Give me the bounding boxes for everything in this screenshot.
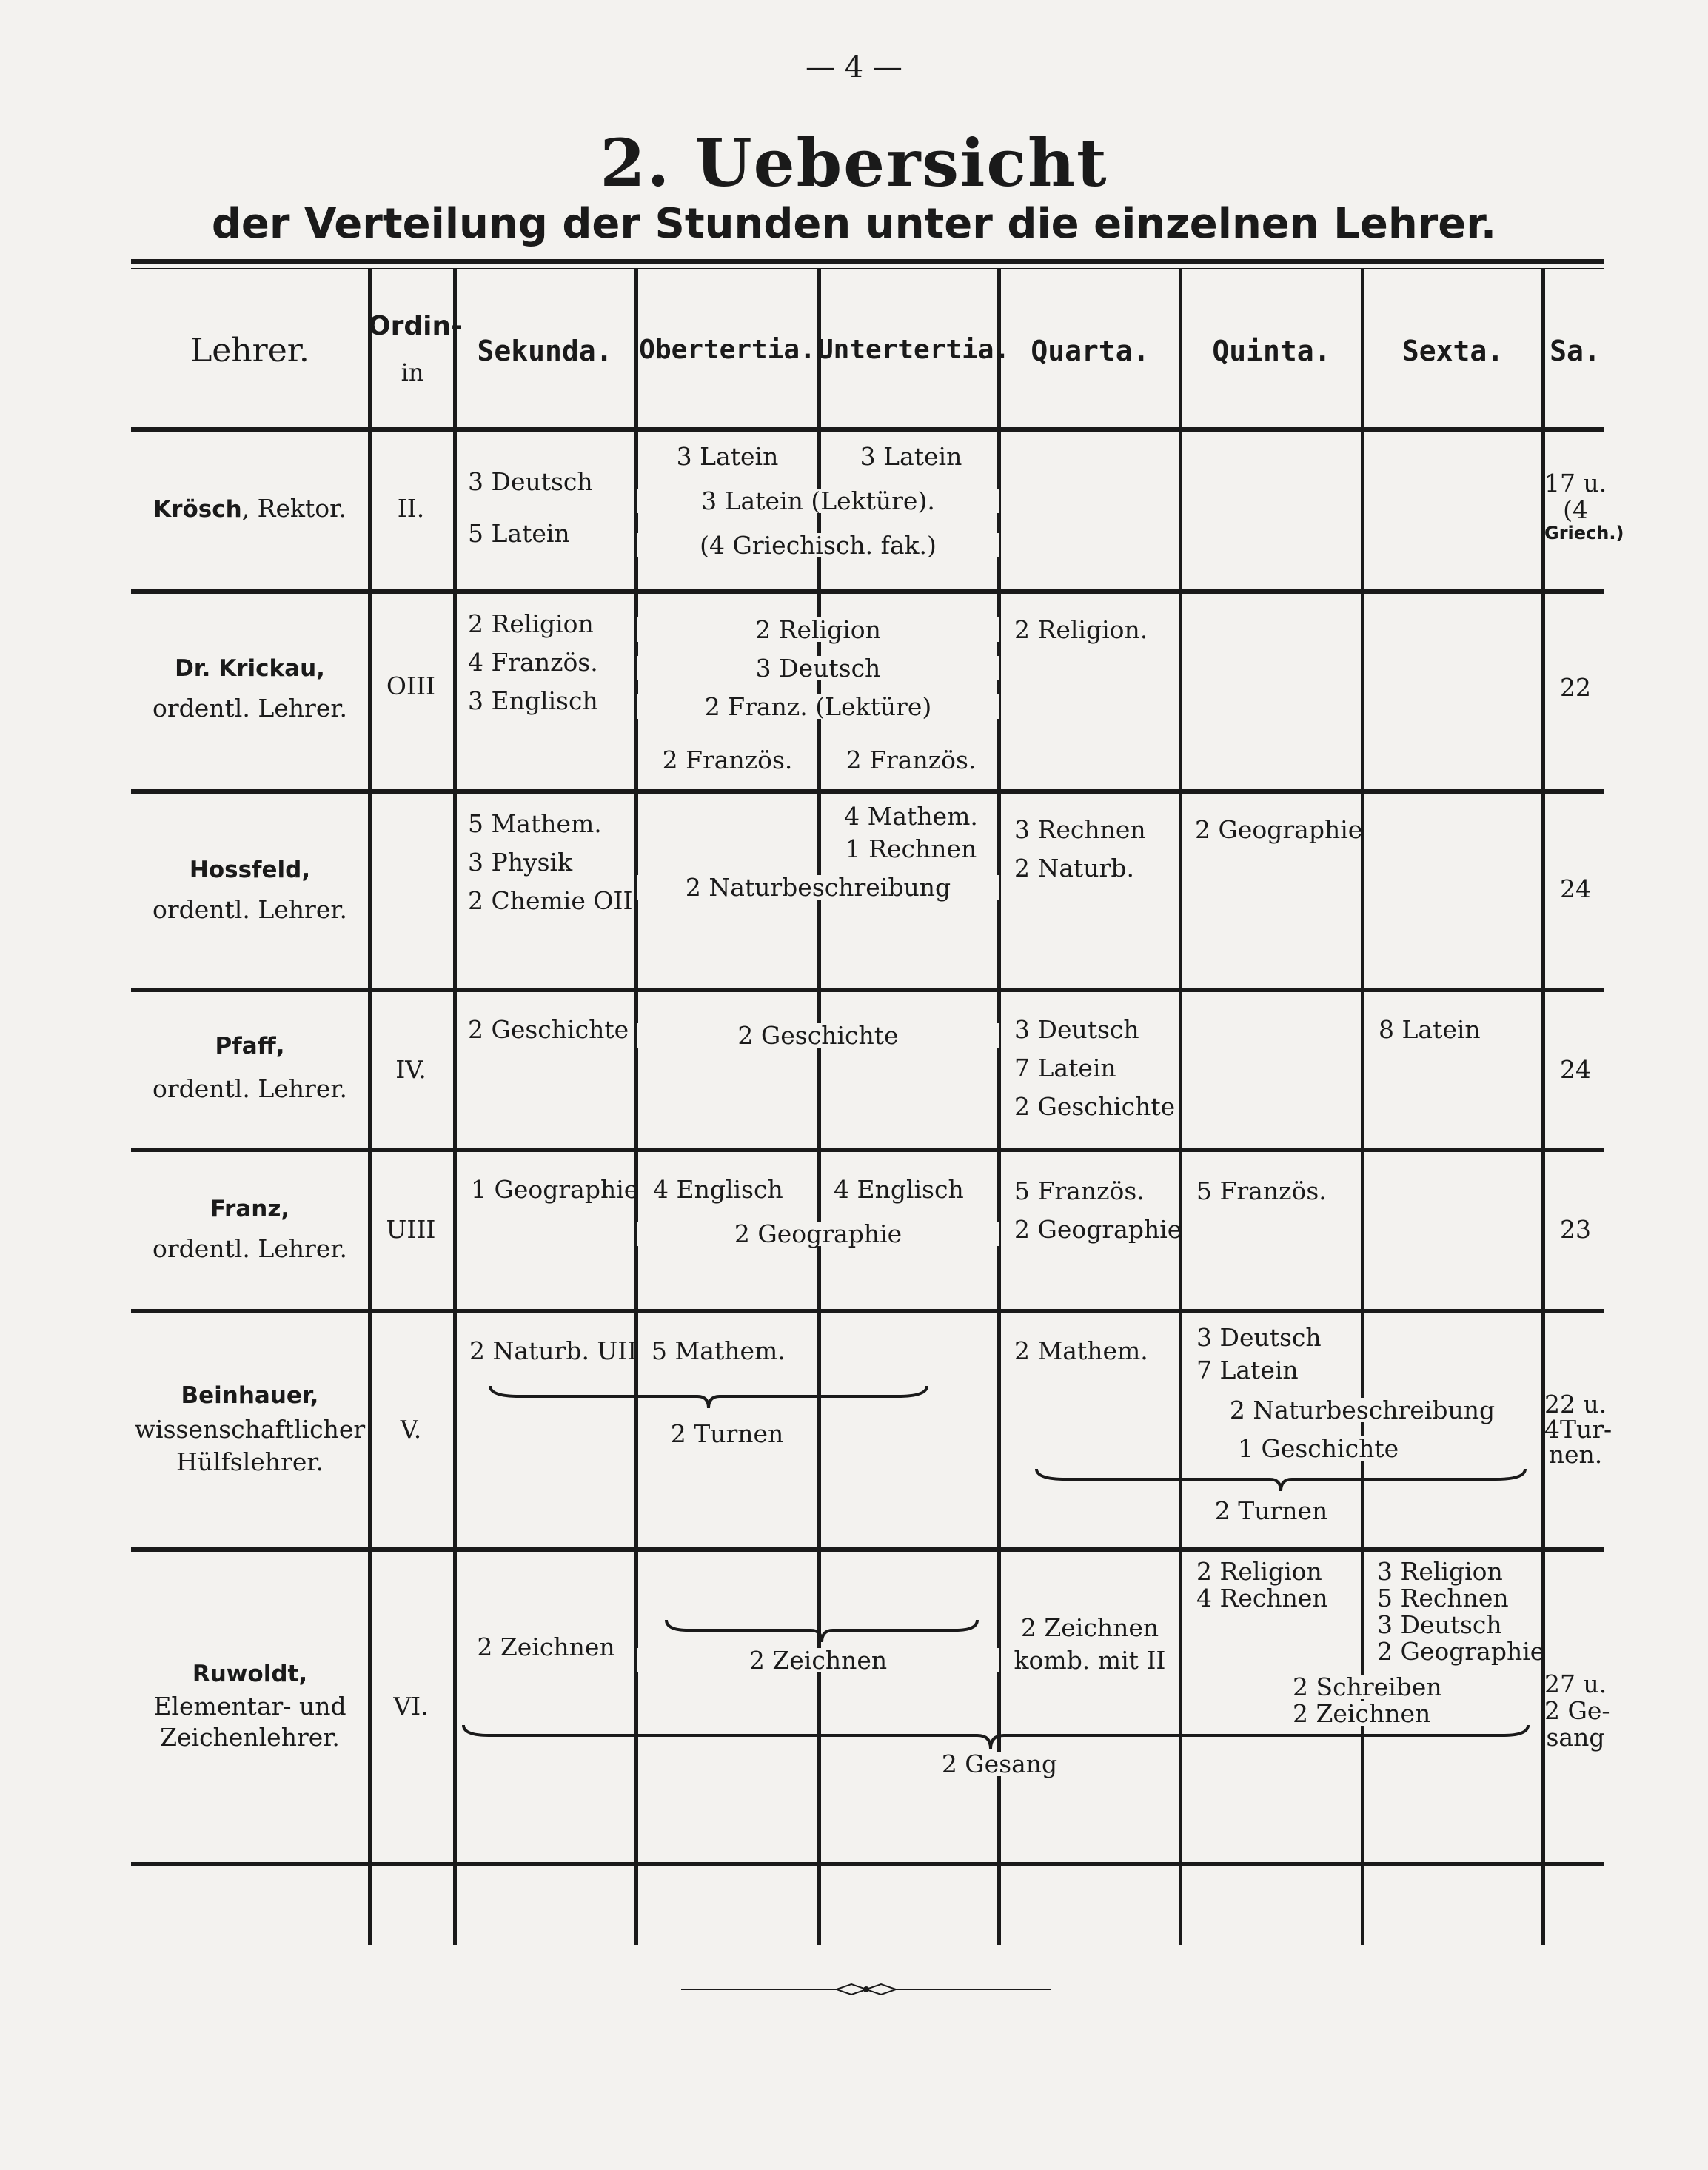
row-rule-1 <box>131 589 1604 594</box>
teacher-name-hossfeld: Hossfeld, <box>189 857 311 883</box>
cell-franz-untertertia-1: 4 Englisch <box>834 1175 964 1204</box>
teacher-role-beinhauer-2: Hülfslehrer. <box>175 1447 324 1476</box>
col-divider-3 <box>634 268 638 1945</box>
cell-ruwoldt-quarta-2: komb. mit II <box>1014 1646 1166 1675</box>
row-rule-6 <box>131 1547 1604 1552</box>
page-subtitle: der Verteilung der Stunden unter die einzelnen Lehrer. <box>211 200 1497 248</box>
header-sekunda: Sekunda. <box>477 335 613 367</box>
cell-franz-quarta-1: 5 Französ. <box>1014 1176 1145 1205</box>
cell-hossfeld-sekunda-1: 5 Mathem. <box>468 809 602 838</box>
col-divider-2 <box>453 268 457 1945</box>
page-number: — 4 — <box>806 50 902 84</box>
sum-kroesch-1: 17 u. <box>1544 469 1607 498</box>
header-quarta: Quarta. <box>1031 335 1150 367</box>
row-rule-4 <box>131 1148 1604 1152</box>
cell-ruwoldt-qs-2: 2 Zeichnen <box>1293 1699 1431 1728</box>
cell-ruwoldt-sexta-3: 3 Deutsch <box>1377 1610 1502 1639</box>
header-quinta: Quinta. <box>1212 335 1331 367</box>
cell-ruwoldt-sexta-4: 2 Geographie <box>1377 1637 1545 1666</box>
header-teacher: Lehrer. <box>190 332 309 369</box>
cell-krickau-tertia-3: 2 Franz. (Lektüre) <box>637 694 999 719</box>
ordin-ruwoldt: VI. <box>393 1692 429 1721</box>
teacher-role-ruwoldt-2: Zeichenlehrer. <box>160 1723 340 1752</box>
cell-hossfeld-sekunda-2: 3 Physik <box>468 848 573 877</box>
cell-kroesch-sekunda-2: 5 Latein <box>468 519 570 548</box>
teacher-role-pfaff: ordentl. Lehrer. <box>153 1074 347 1103</box>
cell-kroesch-tertia-1: 3 Latein (Lektüre). <box>637 489 999 513</box>
ordin-kroesch: II. <box>397 494 425 523</box>
brace-zeichnen <box>652 1615 992 1645</box>
cell-pfaff-quarta-2: 7 Latein <box>1014 1054 1116 1082</box>
cell-ruwoldt-qs-1: 2 Schreiben <box>1293 1672 1442 1701</box>
header-ordin: Ordin- <box>368 311 463 341</box>
cell-beinhauer-qs-2: 1 Geschichte <box>1238 1434 1399 1463</box>
brace-turnen-1 <box>453 1382 964 1411</box>
ordin-krickau: OIII <box>386 672 436 700</box>
cell-beinhauer-sekunda-1: 2 Naturb. UII <box>469 1336 637 1365</box>
cell-beinhauer-turnen-2: 2 Turnen <box>1214 1496 1328 1525</box>
sum-hossfeld: 24 <box>1560 874 1591 903</box>
sum-kroesch-2: (4 <box>1563 495 1588 524</box>
cell-pfaff-quarta-1: 3 Deutsch <box>1014 1015 1139 1044</box>
sum-franz: 23 <box>1560 1215 1591 1244</box>
cell-franz-quinta-1: 5 Französ. <box>1196 1176 1327 1205</box>
row-rule-5 <box>131 1309 1604 1313</box>
cell-krickau-sekunda-3: 3 Englisch <box>468 686 598 715</box>
cell-franz-quarta-2: 2 Geographie <box>1014 1215 1182 1244</box>
cell-ruwoldt-sekunda-1: 2 Zeichnen <box>477 1632 615 1661</box>
sum-pfaff: 24 <box>1560 1055 1591 1084</box>
brace-gesang <box>459 1721 1540 1750</box>
cell-ruwoldt-sexta-2: 5 Rechnen <box>1377 1584 1509 1613</box>
cell-kroesch-sekunda-1: 3 Deutsch <box>468 467 593 496</box>
cell-kroesch-untertertia-1: 3 Latein <box>860 442 962 471</box>
header-obertertia: Obertertia. <box>639 335 816 365</box>
cell-pfaff-quarta-3: 2 Geschichte <box>1014 1092 1176 1121</box>
teacher-name-krickau: Dr. Krickau, <box>175 655 325 682</box>
cell-ruwoldt-gesang: 2 Gesang <box>918 1752 1081 1776</box>
ordin-beinhauer: V. <box>400 1415 422 1444</box>
cell-beinhauer-quinta-2: 7 Latein <box>1196 1356 1299 1384</box>
cell-beinhauer-quarta-1: 2 Mathem. <box>1014 1336 1148 1365</box>
teacher-role-ruwoldt-1: Elementar- und <box>153 1692 346 1721</box>
cell-franz-tertia-1: 2 Geographie <box>637 1222 999 1246</box>
teacher-name-pfaff: Pfaff, <box>215 1033 285 1059</box>
sum-beinhauer-2: 4Tur- <box>1544 1415 1612 1444</box>
cell-kroesch-tertia-2: (4 Griechisch. fak.) <box>637 533 999 557</box>
cell-ruwoldt-quinta-1: 2 Religion <box>1196 1557 1322 1586</box>
sum-krickau: 22 <box>1560 673 1591 702</box>
cell-hossfeld-quarta-1: 3 Rechnen <box>1014 815 1146 844</box>
col-divider-5 <box>997 268 1001 1945</box>
cell-pfaff-sekunda-1: 2 Geschichte <box>468 1015 629 1044</box>
ornament-divider <box>674 1978 1059 2000</box>
cell-franz-obertertia-1: 4 Englisch <box>653 1175 783 1204</box>
cell-hossfeld-tertia-1: 2 Naturbeschreibung <box>637 875 999 900</box>
cell-franz-sekunda-1: 1 Geographie <box>471 1175 639 1204</box>
cell-pfaff-tertia-1: 2 Geschichte <box>637 1023 999 1048</box>
cell-beinhauer-qs-1: 2 Naturbeschreibung <box>1185 1398 1540 1422</box>
sum-ruwoldt-1: 27 u. <box>1544 1670 1607 1698</box>
header-ordin-in: in <box>401 358 424 386</box>
cell-ruwoldt-sexta-1: 3 Religion <box>1377 1557 1503 1586</box>
sum-ruwoldt-3: sang <box>1546 1723 1605 1752</box>
cell-ruwoldt-quinta-2: 4 Rechnen <box>1196 1584 1328 1613</box>
cell-krickau-sekunda-1: 2 Religion <box>468 609 594 638</box>
cell-krickau-tertia-1: 2 Religion <box>637 617 999 642</box>
teacher-role-franz: ordentl. Lehrer. <box>153 1234 347 1263</box>
sum-beinhauer-3: nen. <box>1548 1440 1603 1469</box>
table-top-rule-thin <box>131 268 1604 269</box>
page-title: 2. Uebersicht <box>600 124 1108 201</box>
sum-beinhauer-1: 22 u. <box>1544 1390 1607 1419</box>
cell-hossfeld-quarta-2: 2 Naturb. <box>1014 854 1134 883</box>
sum-ruwoldt-2: 2 Ge- <box>1544 1696 1610 1725</box>
ordin-franz: UIII <box>386 1215 436 1244</box>
row-rule-2 <box>131 789 1604 794</box>
teacher-name-franz: Franz, <box>210 1196 290 1222</box>
table-top-rule <box>131 259 1604 264</box>
col-divider-6 <box>1179 268 1182 1945</box>
sum-kroesch-3: Griech.) <box>1544 523 1624 543</box>
teacher-name-kroesch: Krösch, Rektor. <box>153 494 346 523</box>
teacher-name-ruwoldt: Ruwoldt, <box>192 1661 308 1687</box>
cell-beinhauer-quinta-1: 3 Deutsch <box>1196 1323 1322 1352</box>
table-bottom-rule <box>131 1862 1604 1866</box>
cell-krickau-obertertia-1: 2 Französ. <box>662 746 793 774</box>
brace-turnen-2 <box>1022 1464 1540 1494</box>
row-rule-3 <box>131 988 1604 992</box>
cell-ruwoldt-tertia-1: 2 Zeichnen <box>637 1648 999 1672</box>
ordin-pfaff: IV. <box>395 1055 426 1084</box>
cell-krickau-quarta-1: 2 Religion. <box>1014 615 1148 644</box>
header-sexta: Sexta. <box>1401 335 1504 367</box>
cell-krickau-untertertia-1: 2 Französ. <box>845 746 977 774</box>
teacher-role-krickau: ordentl. Lehrer. <box>153 694 347 723</box>
cell-beinhauer-obertertia-1: 5 Mathem. <box>652 1336 786 1365</box>
teacher-role-beinhauer-1: wissenschaftlicher <box>134 1415 366 1444</box>
header-sa: Sa. <box>1550 335 1601 367</box>
cell-pfaff-sexta-1: 8 Latein <box>1379 1015 1481 1044</box>
teacher-role-hossfeld: ordentl. Lehrer. <box>153 895 347 924</box>
cell-hossfeld-sekunda-3: 2 Chemie OII <box>468 886 633 915</box>
cell-krickau-sekunda-2: 4 Französ. <box>468 648 598 677</box>
cell-beinhauer-turnen-1: 2 Turnen <box>670 1419 784 1448</box>
header-bottom-rule <box>131 427 1604 432</box>
teacher-name-beinhauer: Beinhauer, <box>181 1382 319 1409</box>
cell-hossfeld-quinta-1: 2 Geographie <box>1195 815 1363 844</box>
cell-hossfeld-untertertia-2: 1 Rechnen <box>845 834 977 863</box>
col-divider-4 <box>817 268 821 1945</box>
cell-ruwoldt-quarta-1: 2 Zeichnen <box>1020 1613 1159 1642</box>
cell-krickau-tertia-2: 3 Deutsch <box>637 656 999 680</box>
cell-hossfeld-untertertia-1: 4 Mathem. <box>844 802 978 831</box>
header-untertertia: Untertertia. <box>817 335 1011 365</box>
cell-kroesch-obertertia-1: 3 Latein <box>676 442 779 471</box>
